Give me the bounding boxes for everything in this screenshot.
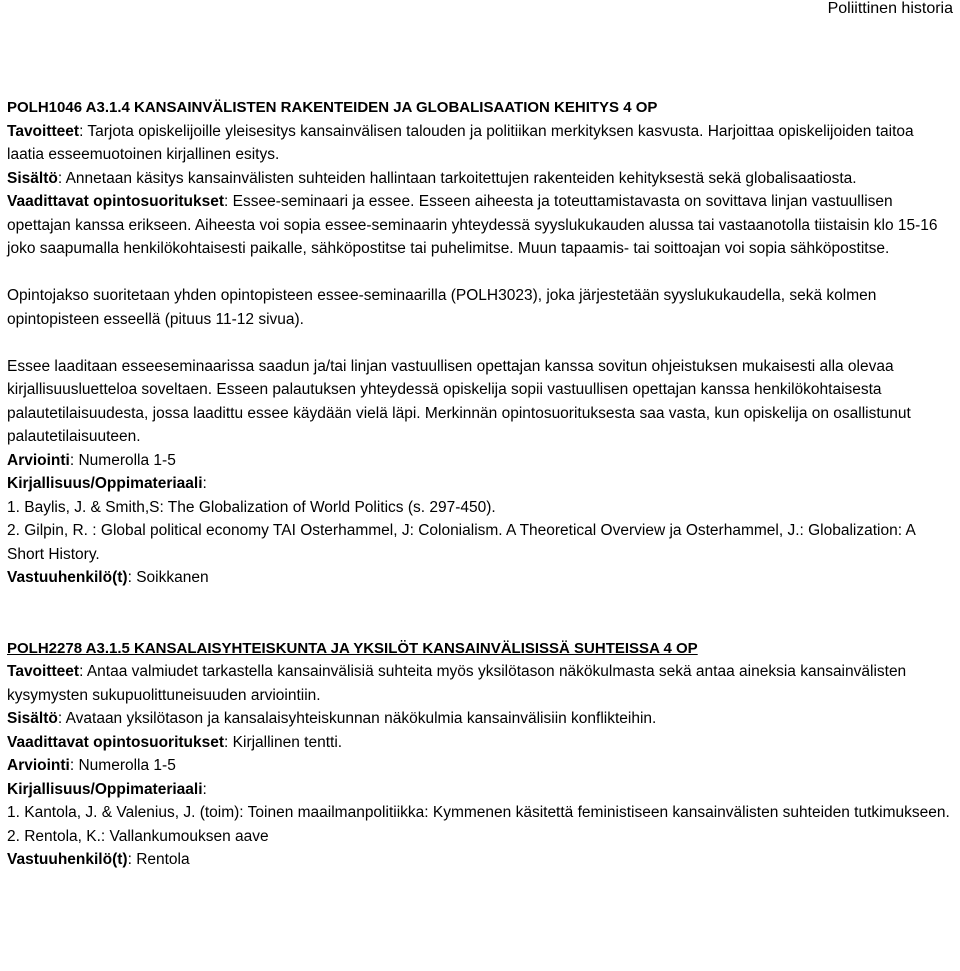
literature-label: Kirjallisuus/Oppimateriaali (7, 475, 203, 492)
course-paragraph: Opintojakso suoritetaan yhden opintopisteen essee-seminaarilla (POLH3023), joka järjestetään syyslukukaudella, sekä kolmen opintopisteen esseellä (pituus 11-12 sivua). (7, 287, 877, 328)
goals-label: Tavoitteet (7, 122, 80, 140)
responsible-label: Vastuuhenkilö(t) (7, 851, 128, 868)
responsible-text: : Rentola (127, 851, 190, 868)
requirements-text: : Kirjallinen tentti. (224, 733, 343, 751)
literature-suffix: : (202, 780, 207, 798)
literature-heading (7, 778, 953, 802)
course-content (7, 167, 953, 191)
requirements-text: : Essee-seminaari ja essee. Esseen aiheesta ja toteuttamistavasta on sovittava linjan vastuullisen opettajan kanssa erikseen. Aiheesta voi sopia essee-seminaarin yhteydessä syyslukukauden alussa tai vastaanotolla tiistaisin klo 15-16 joko saapumalla henkilökohtaisesti paikalle, sähköpostitse tai puhelimitse. Muun tapaamis- tai soittoajan voi sopia sähköpostitse. (7, 193, 938, 257)
literature-label: Kirjallisuus/Oppimateriaali (7, 780, 203, 798)
requirements-label: Vaadittavat opintosuoritukset (7, 733, 225, 751)
content-text: : Annetaan käsitys kansainvälisten suhteiden hallintaan tarkoitettujen rakenteiden kehityksestä sekä globalisaatiosta. (57, 169, 857, 187)
literature-suffix: : (202, 475, 207, 492)
course-title: POLH1046 A3.1.4 KANSAINVÄLISTEN RAKENTEIDEN JA GLOBALISAATION KEHITYS 4 OP (7, 99, 658, 116)
course-responsible (7, 848, 953, 872)
grading-text: : Numerolla 1-5 (69, 451, 176, 469)
course-requirements (7, 731, 953, 755)
literature-heading (7, 472, 953, 496)
content-label: Sisältö (7, 710, 58, 727)
responsible-text: : Soikkanen (127, 569, 209, 586)
responsible-label: Vastuuhenkilö(t) (7, 569, 128, 586)
content-text: : Avataan yksilötason ja kansalaisyhteiskunnan näkökulmia kansainvälisiin konflikteihin. (57, 710, 657, 727)
requirements-label: Vaadittavat opintosuoritukset (7, 193, 225, 210)
grading-label: Arviointi (7, 757, 70, 774)
document-body (7, 96, 953, 872)
page-header: Poliittinen historia (827, 0, 953, 17)
course-grading (7, 449, 953, 473)
course-responsible (7, 566, 953, 590)
literature-item: 1. Baylis, J. & Smith,S: The Globalization of World Politics (s. 297-450). (7, 498, 496, 516)
grading-label: Arviointi (7, 451, 70, 469)
goals-label: Tavoitteet (7, 663, 80, 680)
goals-text: : Tarjota opiskelijoille yleisesitys kansainvälisen talouden ja politiikan merkityksen kasvusta. Harjoittaa opiskelijoiden taitoa laatia esseemuotoinen kirjallinen esitys. (7, 122, 914, 163)
grading-text: : Numerolla 1-5 (69, 757, 176, 774)
content-label: Sisältö (7, 169, 58, 187)
course-paragraph: Essee laaditaan esseeseminaarissa saadun ja/tai linjan vastuullisen opettajan kanssa sovitun ohjeistuksen mukaisesti alla olevaa kirjallisuusluetteloa soveltaen. Esseen palautuksen yhteydessä opiskelija sopii vastuullisen opettajan kanssa henkilökohtaisesta palautetilaisuudesta, jossa laadittu essee käydään vielä läpi. Merkinnän opintosuorituksesta saa vasta, kun opiskelija on osallistunut palautetilaisuuteen. (7, 357, 911, 445)
literature-item: 1. Kantola, J. & Valenius, J. (toim): Toinen maailmanpolitiikka: Kymmenen käsitettä feministiseen kansainvälisten suhteiden tutkimukseen. (7, 804, 950, 821)
course-grading (7, 754, 953, 778)
course-content (7, 707, 953, 731)
course-requirements (7, 190, 953, 261)
course-goals (7, 660, 953, 707)
course-goals (7, 120, 953, 167)
literature-item: 2. Rentola, K.: Vallankumouksen aave (7, 827, 269, 845)
course-title: POLH2278 A3.1.5 KANSALAISYHTEISKUNTA JA YKSILÖT KANSAINVÄLISISSÄ SUHTEISSA 4 OP (7, 639, 698, 657)
literature-item: 2. Gilpin, R. : Global political economy TAI Osterhammel, J: Colonialism. A Theoretical Overview ja Osterhammel, J.: Globalization: A Short History. (7, 522, 915, 563)
goals-text: : Antaa valmiudet tarkastella kansainvälisiä suhteita myös yksilötason näkökulmasta sekä antaa aineksia kansainvälisten kysymysten sukupuolittuneisuuden arviointiin. (7, 663, 907, 704)
